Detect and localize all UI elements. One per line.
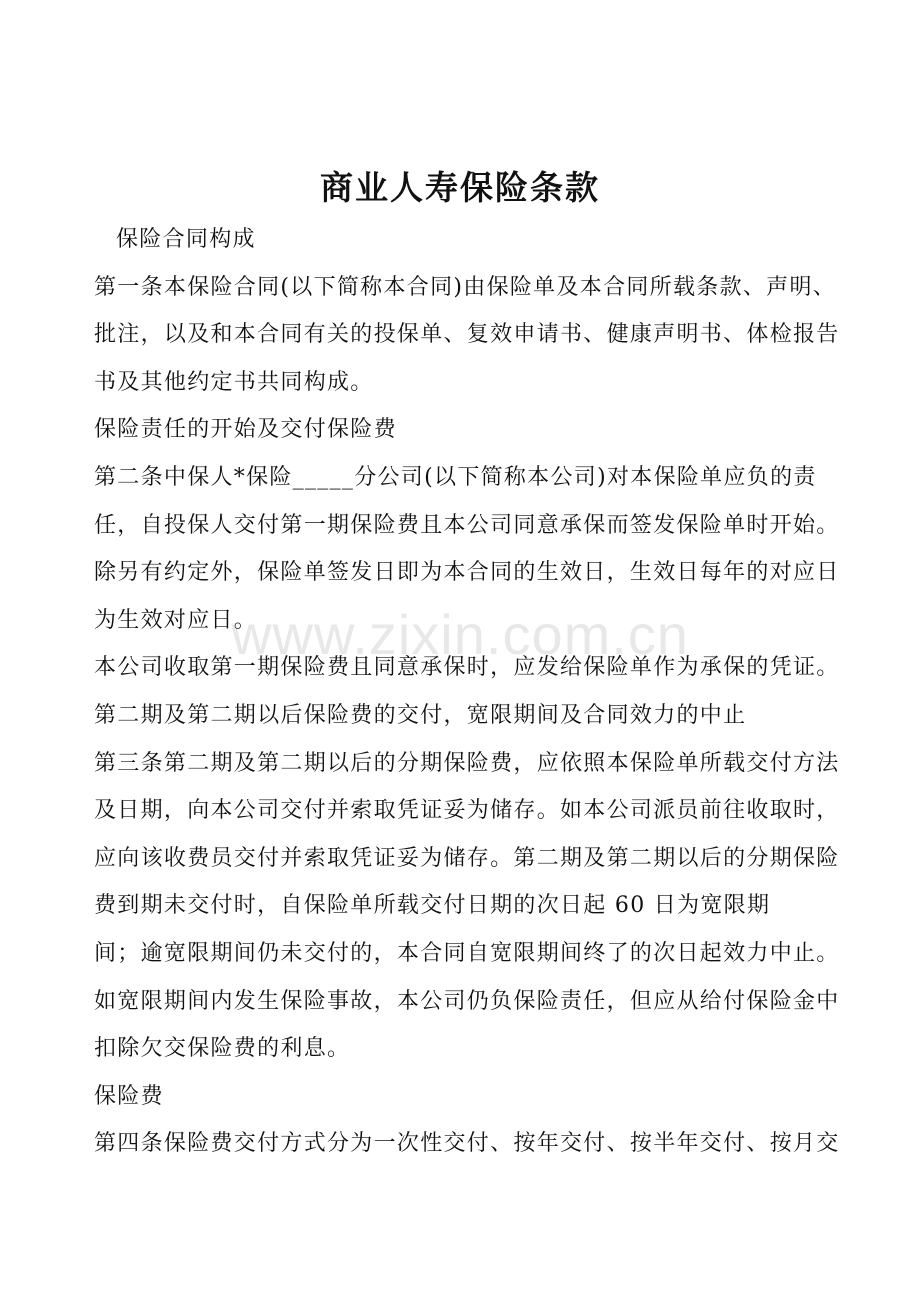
paragraph-line: 除另有约定外，保险单签发日即为本合同的生效日，生效日每年的对应日 [94,560,840,586]
paragraph-line: 任，自投保人交付第一期保险费且本公司同意承保而签发保险单时开始。 [94,512,840,538]
paragraph-line: 本公司收取第一期保险费且同意承保时，应发给保险单作为承保的凭证。 [94,655,840,681]
section-heading: 保险责任的开始及交付保险费 [94,417,397,443]
paragraph-line: 为生效对应日。 [94,607,258,633]
watermark: www.zixin.com.cn [231,603,689,666]
paragraph-line: 第一条本保险合同(以下简称本合同)由保险单及本合同所载条款、声明、 [94,274,837,300]
section-heading: 第二期及第二期以后保险费的交付，宽限期间及合同效力的中止 [94,702,747,728]
paragraph-line: 第四条保险费交付方式分为一次性交付、按年交付、按半年交付、按月交 [94,1131,840,1157]
document-body [94,216,840,1168]
paragraph-line: 扣除欠交保险费的利息。 [94,1036,351,1062]
document-title: 商业人寿保险条款 [320,168,600,207]
paragraph-line: 应向该收费员交付并索取凭证妥为储存。第二期及第二期以后的分期保险 [94,845,840,871]
paragraph-line: 及日期，向本公司交付并索取凭证妥为储存。如本公司派员前往收取时， [94,798,840,824]
paragraph-line: 第二条中保人*保险_____分公司(以下简称本公司)对本保险单应负的责 [94,464,817,490]
paragraph-line: 第三条第二期及第二期以后的分期保险费，应依照本保险单所载交付方法 [94,750,840,776]
paragraph-line: 如宽限期间内发生保险事故，本公司仍负保险责任，但应从给付保险金中 [94,988,840,1014]
section-heading: 保险合同构成 [116,227,256,252]
paragraph-line: 费到期未交付时，自保险单所载交付日期的次日起 60 日为宽限期 [94,893,771,919]
paragraph-line: 书及其他约定书共同构成。 [94,369,374,395]
paragraph-line: 批注，以及和本合同有关的投保单、复效申请书、健康声明书、体检报告 [94,322,840,348]
section-heading: 保险费 [94,1083,164,1109]
paragraph-line: 间；逾宽限期间仍未交付的，本合同自宽限期间终了的次日起效力中止。 [94,940,840,966]
